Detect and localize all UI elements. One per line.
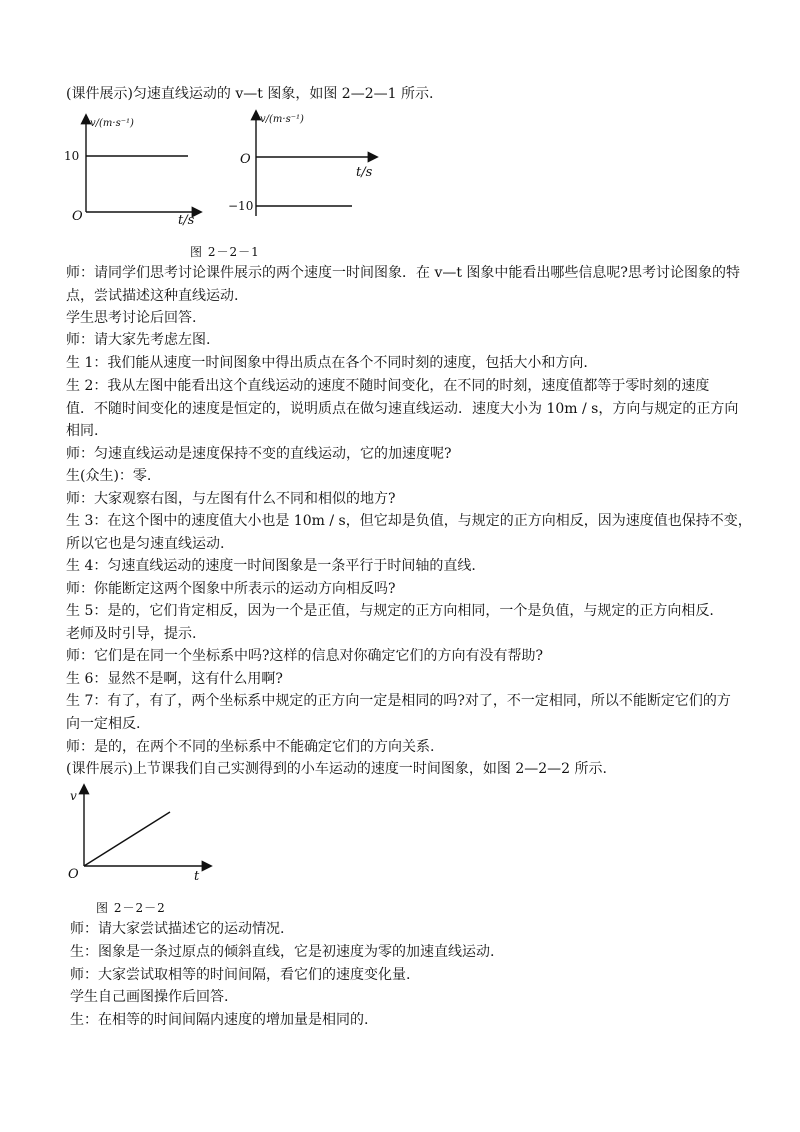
- fig2-origin-label: O: [68, 867, 79, 882]
- paragraph-line: 师：你能断定这两个图象中所表示的运动方向相反吗?: [66, 581, 396, 597]
- paragraph-line: 学生思考讨论后回答.: [66, 310, 197, 326]
- paragraph-line: 相同.: [66, 423, 99, 439]
- figure-2-2-1-caption: 图 2－2－1: [190, 245, 260, 259]
- paragraph-line: 师：匀速直线运动是速度保持不变的直线运动，它的加速度呢?: [66, 446, 452, 462]
- paragraph-line: 师：它们是在同一个坐标系中吗?这样的信息对你确定它们的方向有没有帮助?: [66, 648, 544, 664]
- fig2-x-axis-label: t: [194, 869, 200, 882]
- intro-line: (课件展示)匀速直线运动的 v—t 图象，如图 2—2—1 所示.: [66, 86, 434, 102]
- left-y-axis-label: v/(m·s⁻¹): [90, 118, 134, 129]
- paragraph-line: 师：大家观察右图，与左图有什么不同和相似的地方?: [66, 491, 396, 507]
- paragraph-line: 生(众生)：零.: [66, 468, 152, 484]
- figure-2-2-2-caption: 图 2－2－2: [96, 901, 166, 915]
- right-vt-graph: [228, 112, 376, 216]
- paragraph-line: 生 4：匀速直线运动的速度一时间图象是一条平行于时间轴的直线.: [66, 558, 476, 574]
- left-value-label: 10: [64, 149, 80, 163]
- right-y-axis-label: v/(m·s⁻¹): [260, 114, 304, 125]
- paragraph-line: 生 2：我从左图中能看出这个直线运动的速度不随时间变化，在不同的时刻，速度值都等于零时刻的速度: [66, 378, 710, 394]
- left-vt-graph: [64, 116, 200, 228]
- paragraph-line: 点，尝试描述这种直线运动.: [66, 288, 239, 304]
- paragraph-line: 生 3：在这个图中的速度值大小也是 10m / s，但它却是负值，与规定的正方向相反，因为速度值也保持不变，: [66, 513, 752, 529]
- paragraph-line: 师：请大家尝试描述它的运动情况.: [70, 921, 285, 937]
- left-origin-label: O: [72, 209, 83, 224]
- paragraph-line: 生 5：是的，它们肯定相反，因为一个是正值，与规定的正方向相同，一个是负值，与规定的正方向相反.: [66, 603, 714, 619]
- paragraph-line: 生 6：显然不是啊，这有什么用啊?: [66, 671, 283, 687]
- right-x-axis-label: t/s: [356, 165, 373, 180]
- fig2-y-axis-label: v: [70, 789, 77, 803]
- paragraph-line: 值．不随时间变化的速度是恒定的，说明质点在做匀速直线运动．速度大小为 10m / s，方向与规定的正方向: [66, 401, 739, 417]
- paragraph-line: 生 1：我们能从速度一时间图象中得出质点在各个不同时刻的速度，包括大小和方向.: [66, 355, 588, 371]
- paragraph-line: 生 7：有了，有了，两个坐标系中规定的正方向一定是相同的吗?对了，不一定相同，所以不能断定它们的方: [66, 693, 731, 709]
- paragraph-line: 师：大家尝试取相等的时间间隔，看它们的速度变化量.: [70, 967, 411, 983]
- figure-2-2-1: [60, 108, 400, 258]
- left-x-axis-label: t/s: [178, 213, 195, 228]
- right-origin-label: O: [240, 152, 251, 167]
- paragraph-line: 老师及时引导，提示.: [66, 626, 197, 642]
- paragraph-line: 师：是的，在两个不同的坐标系中不能确定它们的方向关系.: [66, 739, 435, 755]
- fig2-velocity-line: [84, 812, 170, 866]
- paragraph-line: 生：图象是一条过原点的倾斜直线，它是初速度为零的加速直线运动.: [70, 944, 495, 960]
- paragraph-line: 向一定相反.: [66, 716, 141, 732]
- paragraph-line: 生：在相等的时间间隔内速度的增加量是相同的.: [70, 1012, 369, 1028]
- paragraph-line: 所以它也是匀速直线运动.: [66, 536, 225, 552]
- paragraph-line: (课件展示)上节课我们自己实测得到的小车运动的速度一时间图象，如图 2—2—2 所示.: [66, 761, 607, 777]
- paragraph-line: 师：请大家先考虑左图.: [66, 332, 211, 348]
- paragraph-line: 师：请同学们思考讨论课件展示的两个速度一时间图象．在 v—t 图象中能看出哪些信息呢?思考讨论图象的特: [66, 265, 740, 281]
- figure-2-2-2: [64, 782, 214, 882]
- paragraph-line: 学生自己画图操作后回答.: [70, 989, 229, 1005]
- right-value-label: −10: [228, 199, 254, 213]
